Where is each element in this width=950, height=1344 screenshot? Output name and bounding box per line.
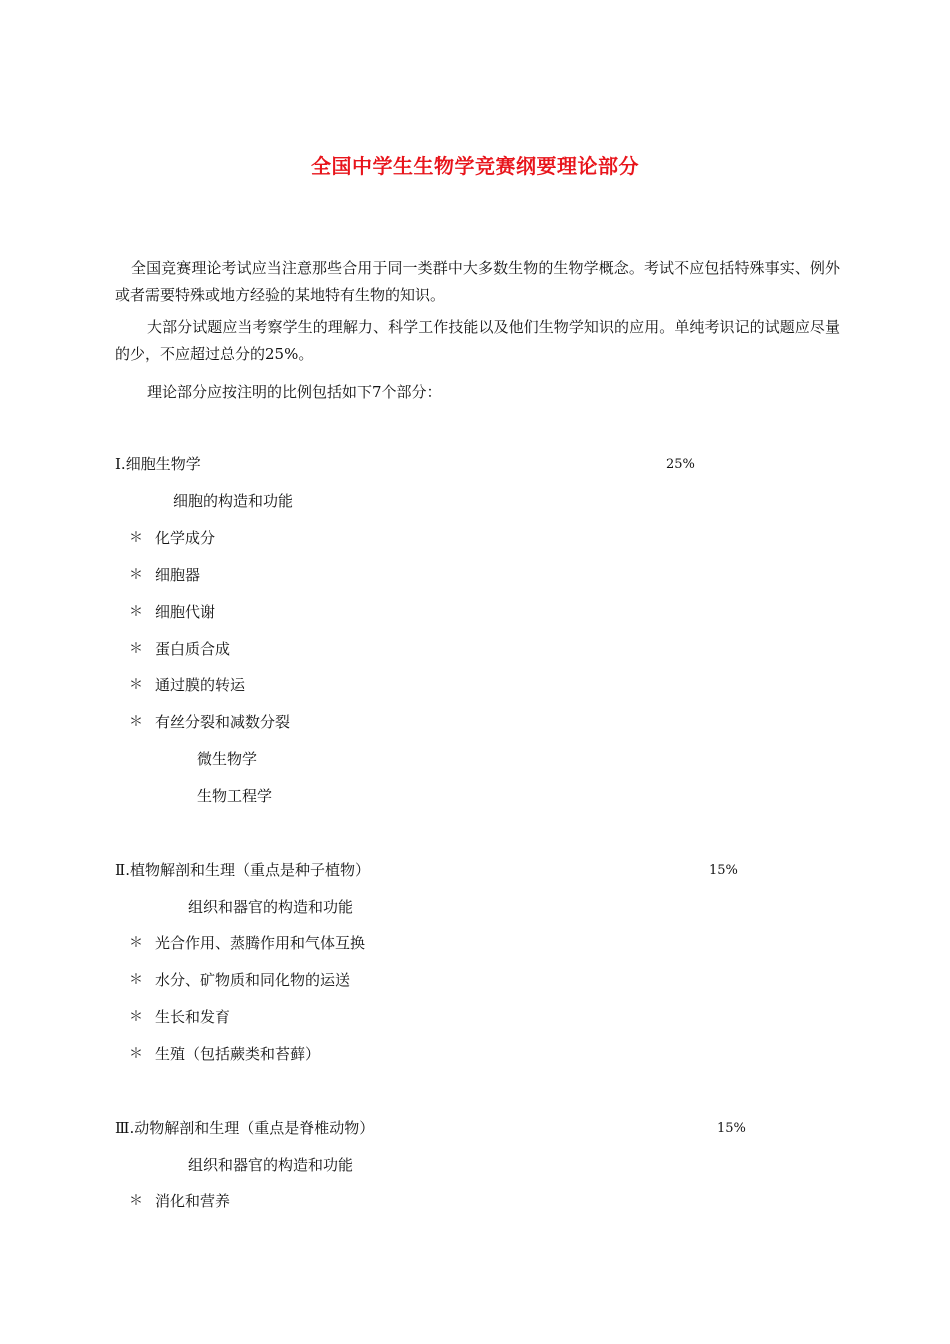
list-item-label: 有丝分裂和减数分裂 (155, 713, 291, 731)
asterisk-icon: ＊ (129, 530, 143, 546)
list-item (129, 602, 215, 622)
asterisk-icon: ＊ (129, 935, 143, 951)
list-item-label: 生殖（包括蕨类和苔藓） (155, 1045, 321, 1063)
list-item-label: 化学成分 (155, 529, 216, 547)
list-item-label: 细胞代谢 (155, 603, 216, 621)
section-3-subheading: 组织和器官的构造和功能 (188, 1156, 354, 1174)
list-item (129, 712, 290, 732)
list-item (129, 528, 215, 548)
list-item-label: 通过膜的转运 (155, 676, 246, 694)
list-item-label: 细胞器 (155, 566, 201, 584)
asterisk-icon: ＊ (129, 567, 143, 583)
section-1-heading: Ⅰ.细胞生物学 (115, 455, 201, 473)
list-item (129, 675, 245, 695)
section-3-heading: Ⅲ.动物解剖和生理（重点是脊椎动物） (115, 1119, 375, 1137)
section-2-heading: Ⅱ.植物解剖和生理（重点是种子植物） (115, 861, 370, 879)
intro-paragraph-1: 全国竞赛理论考试应当注意那些合用于同一类群中大多数生物的生物学概念。考试不应包括特殊事实、例外或者需要特殊或地方经验的某地特有生物的知识。 (115, 259, 840, 304)
intro-paragraph-3: 理论部分应按注明的比例包括如下7个部分： (147, 383, 442, 401)
section-2-percent: 15% (709, 863, 738, 878)
asterisk-icon: ＊ (129, 1193, 143, 1209)
section-1-percent: 25% (666, 457, 695, 472)
section-2-subheading: 组织和器官的构造和功能 (188, 898, 354, 916)
asterisk-icon: ＊ (129, 677, 143, 693)
list-item (129, 970, 350, 990)
section-3-percent: 15% (717, 1121, 746, 1136)
list-item (129, 1044, 320, 1064)
list-item-label: 光合作用、蒸腾作用和气体互换 (155, 934, 366, 952)
section-1-extra-item: 生物工程学 (197, 787, 273, 805)
asterisk-icon: ＊ (129, 641, 143, 657)
document-title: 全国中学生生物学竞赛纲要理论部分 (311, 154, 639, 178)
list-item (129, 1191, 230, 1211)
list-item (129, 933, 365, 953)
list-item (129, 1007, 230, 1027)
section-1-subheading: 细胞的构造和功能 (173, 492, 294, 510)
asterisk-icon: ＊ (129, 972, 143, 988)
section-1-extra-item: 微生物学 (197, 750, 258, 768)
list-item (129, 565, 200, 585)
asterisk-icon: ＊ (129, 1046, 143, 1062)
list-item-label: 蛋白质合成 (155, 640, 231, 658)
asterisk-icon: ＊ (129, 1009, 143, 1025)
list-item (129, 639, 230, 659)
intro-paragraph-2: 大部分试题应当考察学生的理解力、科学工作技能以及他们生物学知识的应用。单纯考识记的试题应尽量的少，不应超过总分的25%。 (115, 318, 840, 363)
list-item-label: 生长和发育 (155, 1008, 231, 1026)
asterisk-icon: ＊ (129, 604, 143, 620)
list-item-label: 消化和营养 (155, 1192, 231, 1210)
asterisk-icon: ＊ (129, 714, 143, 730)
list-item-label: 水分、矿物质和同化物的运送 (155, 971, 351, 989)
